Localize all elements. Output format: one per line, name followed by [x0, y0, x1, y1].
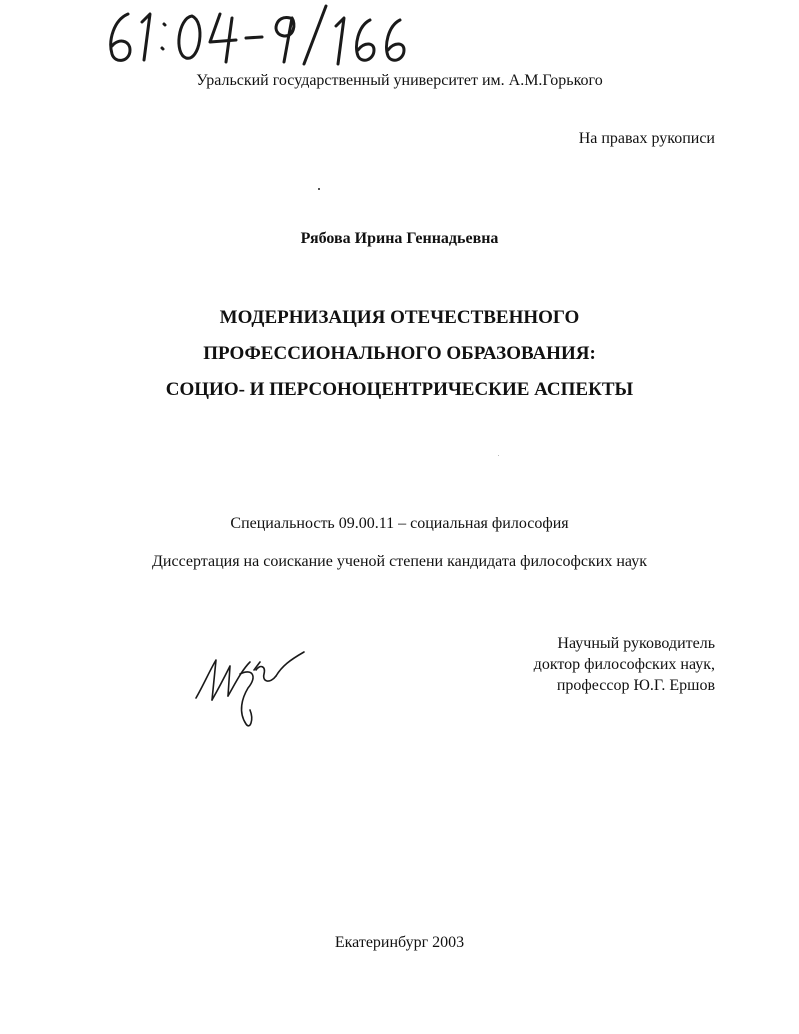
handwritten-archive-code [100, 2, 420, 72]
scan-speck [498, 455, 499, 456]
specialty: Специальность 09.00.11 – социальная философия [230, 515, 569, 532]
scan-speck [318, 188, 320, 190]
supervisor-line: профессор Ю.Г. Ершов [556, 677, 715, 694]
supervisor-line: доктор философских наук, [533, 656, 715, 673]
title-line: МОДЕРНИЗАЦИЯ ОТЕЧЕСТВЕННОГО [219, 307, 580, 328]
supervisor-block [420, 633, 715, 696]
title-line: ПРОФЕССИОНАЛЬНОГО ОБРАЗОВАНИЯ: [203, 343, 596, 364]
author-name: Рябова Ирина Геннадьевна [300, 230, 499, 247]
title-line: СОЦИО- И ПЕРСОНОЦЕНТРИЧЕСКИЕ АСПЕКТЫ [165, 379, 634, 400]
university-name: Уральский государственный университет им. А.М.Горького [196, 72, 603, 89]
supervisor-line: Научный руководитель [557, 635, 715, 652]
city-year: Екатеринбург 2003 [334, 934, 465, 951]
rights-note: На правах рукописи [578, 130, 715, 147]
dissertation-title [0, 300, 799, 408]
degree-statement: Диссертация на соискание ученой степени кандидата философских наук [152, 553, 647, 570]
handwritten-signature [190, 640, 310, 735]
